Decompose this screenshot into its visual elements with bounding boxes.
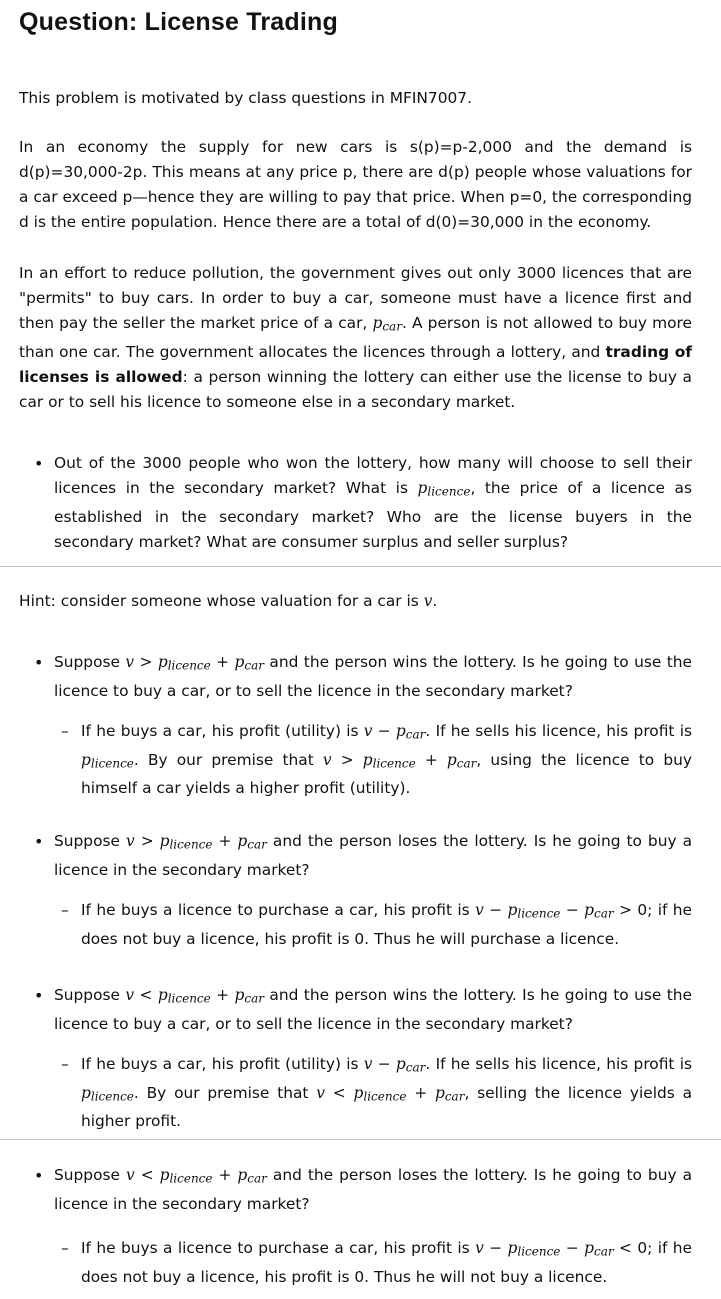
supply-demand-paragraph: In an economy the supply for new cars is s(p)=p-2,000 and the demand is d(p)=30,000-2p. This means at any price p, there are d(p) people whose valuations for a car exceed p—hence they are willing to pay that price. When p=0, the corresponding d is the entire population. Hence there are a total of d(0)=30,000 in the economy. <box>19 138 692 231</box>
hint-paragraph: Hint: consider someone whose valuation for a car is v. <box>19 592 438 610</box>
bullet-marker: • <box>34 454 44 473</box>
case-2-reasoning: – If he buys a licence to purchase a car, his profit is v − plicence − pcar > 0; if he does not buy a licence, his profit is 0. Thus he will purchase a licence. <box>61 901 693 948</box>
case-1-bullet: • Suppose v > plicence + pcar and the person wins the lottery. Is he going to use the licence to buy a car, or to sell the licence in the secondary market? <box>34 653 693 700</box>
case-3-bullet: • Suppose v < plicence + pcar and the person wins the lottery. Is he going to use the licence to buy a car, or to sell the licence in the secondary market? <box>34 986 693 1033</box>
case-1-reasoning: – If he buys a car, his profit (utility) is v − pcar. If he sells his licence, his profit is plicence. By our premise that v > plicence + pcar, using the licence to buy himself a car yields a higher profit (utility). <box>61 722 693 798</box>
case-4-reasoning: – If he buys a licence to purchase a car, his profit is v − plicence − pcar < 0; if he does not buy a licence, his profit is 0. Thus he will not buy a licence. <box>61 1239 693 1286</box>
licence-policy-paragraph: In an effort to reduce pollution, the government gives out only 3000 licences that are "permits" to buy cars. In order to buy a car, someone must have a licence first and then pay the seller the market price of a car, pcar. A person is not allowed to buy more than one car. The government allocates the licences through a lottery, and trading of licenses is allowed: a person winning the lottery can either use the license to buy a car or to sell his licence to someone else in a secondary market. <box>19 264 692 411</box>
question-bullet: • Out of the 3000 people who won the lottery, how many will choose to sell their licences in the secondary market? What is plicence, the price of a licence as established in the secondary market? Who are the license buyers in the secondary market? What are consumer surplus and seller surplus? <box>54 451 692 555</box>
case-2-bullet: • Suppose v > plicence + pcar and the person loses the lottery. Is he going to buy a licence in the secondary market? <box>34 832 693 879</box>
case-4-bullet: • Suppose v < plicence + pcar and the person loses the lottery. Is he going to buy a licence in the secondary market? <box>34 1166 693 1213</box>
bold-emphasis: trading of licenses is allowed <box>19 342 692 386</box>
intro-paragraph: This problem is motivated by class questions in MFIN7007. <box>19 89 472 107</box>
page-title: Question: License Trading <box>19 8 338 36</box>
section-divider <box>0 1139 721 1140</box>
section-divider <box>0 566 721 567</box>
case-3-reasoning: – If he buys a car, his profit (utility) is v − pcar. If he sells his licence, his profit is plicence. By our premise that v < plicence + pcar, selling the licence yields a higher profit. <box>61 1055 693 1131</box>
